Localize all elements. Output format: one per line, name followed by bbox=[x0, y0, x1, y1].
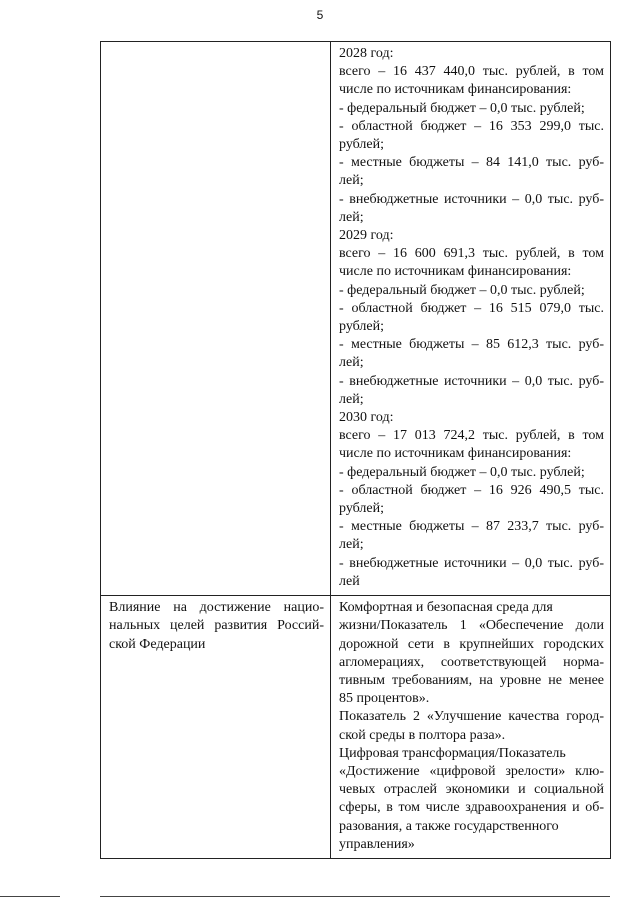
text-line: 2030 год: bbox=[339, 410, 394, 426]
text-line: - областной бюджет – 16 353 299,0 тыс. bbox=[339, 118, 604, 134]
text-line: рублей; bbox=[339, 501, 384, 517]
footer-divider bbox=[100, 896, 610, 897]
passport-table bbox=[100, 41, 611, 859]
text-line: - внебюджетные источники – 0,0 тыс. руб- bbox=[339, 191, 604, 207]
text-line: «Достижение «цифровой зрелости» клю- bbox=[339, 763, 604, 779]
text-line: Цифровая трансформация/Показатель bbox=[339, 745, 566, 761]
row-label-cell bbox=[101, 42, 331, 596]
text-line: сферы, в том числе здравоохранения и об- bbox=[339, 800, 604, 816]
text-line: числе по источникам финансирования: bbox=[339, 446, 572, 462]
page-number: 5 bbox=[316, 8, 324, 22]
text-line: Комфортная и безопасная среда для bbox=[339, 600, 553, 616]
text-line: всего – 17 013 724,2 тыс. рублей, в том bbox=[339, 428, 604, 444]
text-line: лей; bbox=[339, 537, 364, 553]
text-line: 2029 год: bbox=[339, 228, 394, 244]
text-line: лей; bbox=[339, 391, 364, 407]
footer-divider-left bbox=[0, 896, 60, 897]
text-line: жизни/Показатель 1 «Обеспечение доли bbox=[339, 618, 604, 634]
table-row-financing bbox=[101, 42, 611, 596]
financing-cell bbox=[331, 42, 611, 596]
text-line: - областной бюджет – 16 515 079,0 тыс. bbox=[339, 300, 604, 316]
national-goals-text bbox=[339, 599, 604, 854]
text-line: управления» bbox=[339, 836, 415, 852]
text-line: - федеральный бюджет – 0,0 тыс. рублей; bbox=[339, 100, 585, 116]
text-line: - местные бюджеты – 87 233,7 тыс. руб- bbox=[339, 519, 604, 535]
text-line: числе по источникам финансирования: bbox=[339, 82, 572, 98]
national-goals-cell bbox=[331, 596, 611, 859]
national-goals-label bbox=[109, 599, 324, 654]
text-line: лей; bbox=[339, 209, 364, 225]
national-goals-label-cell bbox=[101, 596, 331, 859]
text-line: - внебюджетные источники – 0,0 тыс. руб- bbox=[339, 373, 604, 389]
text-line: лей; bbox=[339, 355, 364, 371]
text-line: Показатель 2 «Улучшение качества город- bbox=[339, 709, 604, 725]
text-line: ской Федерации bbox=[109, 636, 206, 652]
text-line: рублей; bbox=[339, 319, 384, 335]
text-line: - федеральный бюджет – 0,0 тыс. рублей; bbox=[339, 282, 585, 298]
text-line: разования, а также государственного bbox=[339, 818, 559, 834]
text-line: - внебюджетные источники – 0,0 тыс. руб- bbox=[339, 555, 604, 571]
text-line: - областной бюджет – 16 926 490,5 тыс. bbox=[339, 482, 604, 498]
text-line: всего – 16 600 691,3 тыс. рублей, в том bbox=[339, 246, 604, 262]
text-line: чевых отраслей экономики и социальной bbox=[339, 782, 604, 798]
text-line: числе по источникам финансирования: bbox=[339, 264, 572, 280]
text-line: всего – 16 437 440,0 тыс. рублей, в том bbox=[339, 64, 604, 80]
text-line: - местные бюджеты – 85 612,3 тыс. руб- bbox=[339, 337, 604, 353]
table-row-national-goals bbox=[101, 596, 611, 859]
text-line: Влияние на достижение нацио- bbox=[109, 600, 324, 616]
text-line: нальных целей развития Россий- bbox=[109, 618, 324, 634]
financing-text bbox=[339, 45, 604, 591]
text-line: лей bbox=[339, 573, 360, 589]
text-line: - местные бюджеты – 84 141,0 тыс. руб- bbox=[339, 155, 604, 171]
text-line: - федеральный бюджет – 0,0 тыс. рублей; bbox=[339, 464, 585, 480]
text-line: 2028 год: bbox=[339, 46, 394, 61]
text-line: лей; bbox=[339, 173, 364, 189]
text-line: ской среды в полтора раза». bbox=[339, 727, 506, 743]
text-line: агломерациях, соответствующей норма- bbox=[339, 654, 604, 670]
text-line: рублей; bbox=[339, 137, 384, 153]
text-line: тивным требованиям, на уровне не менее bbox=[339, 672, 604, 688]
text-line: дорожной сети в крупнейших городских bbox=[339, 636, 604, 652]
text-line: 85 процентов». bbox=[339, 691, 430, 707]
